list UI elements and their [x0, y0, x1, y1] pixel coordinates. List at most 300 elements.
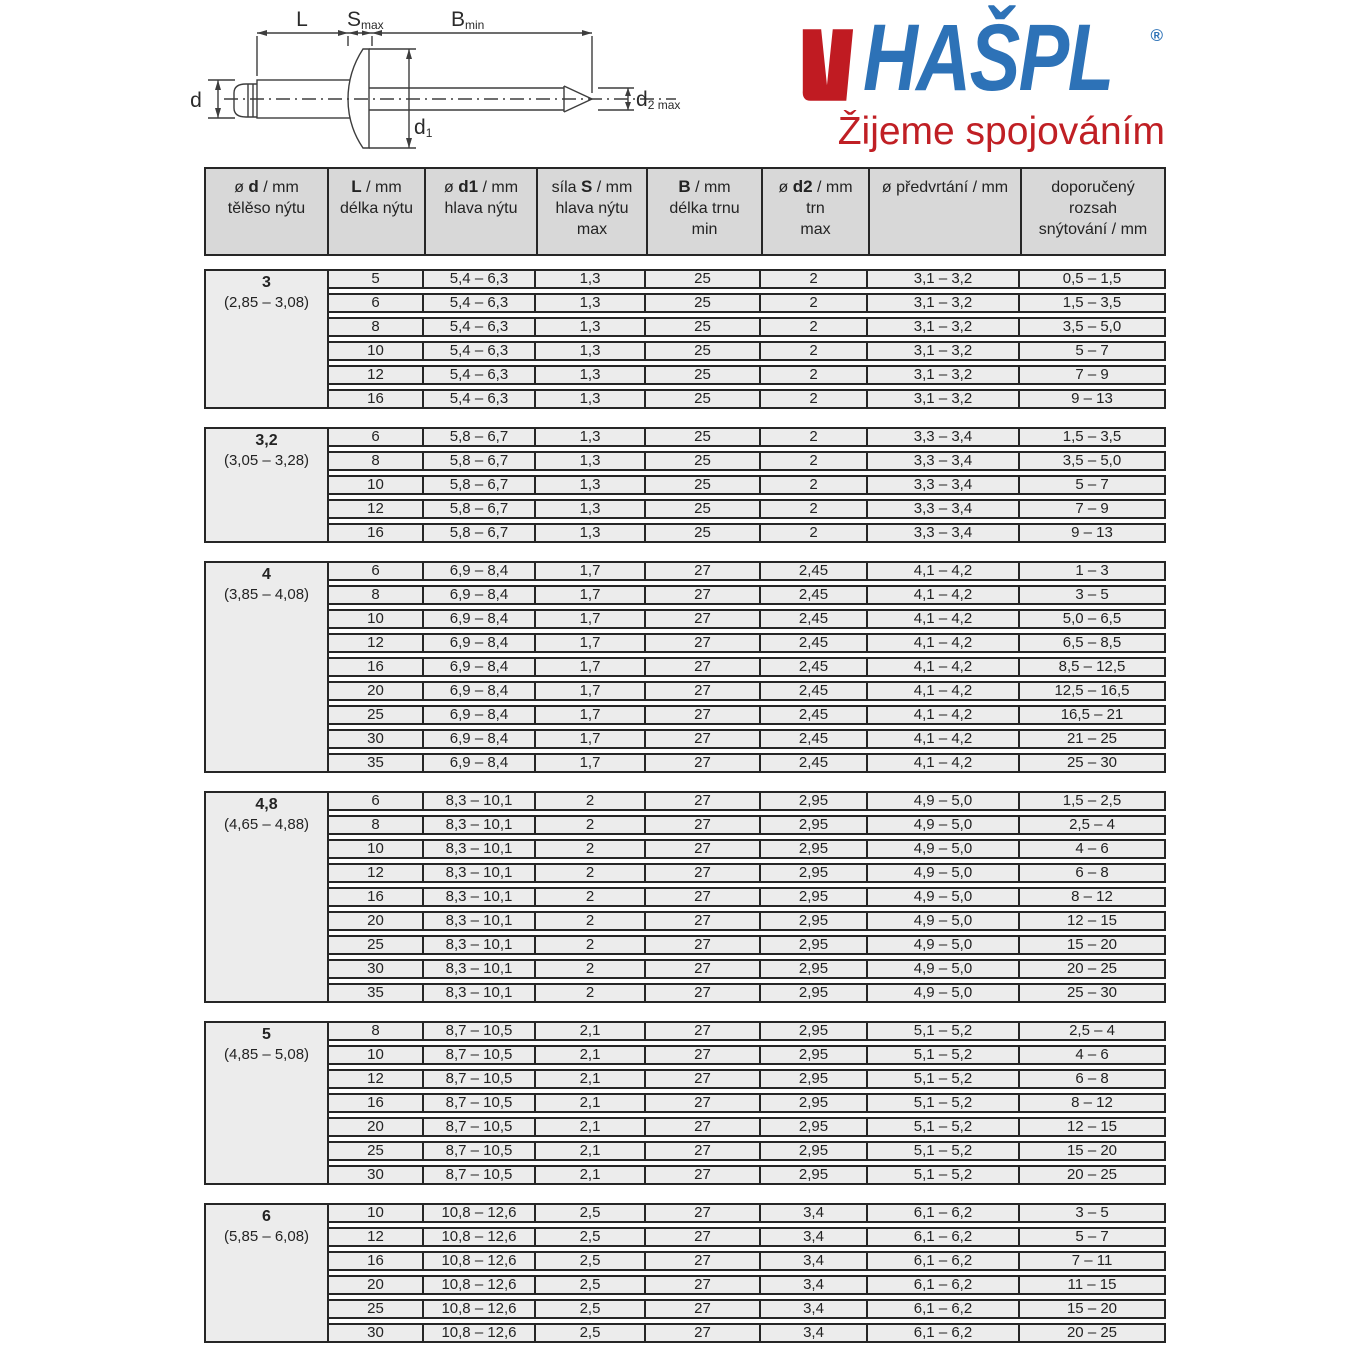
table-cell: 2,95	[761, 1167, 868, 1183]
table-cell: 16	[329, 1253, 424, 1269]
table-cell: 30	[329, 1325, 424, 1341]
table-row	[327, 1299, 1166, 1319]
table-cell: 12	[329, 1071, 424, 1087]
table-row	[327, 911, 1166, 931]
table-cell: 5,4 – 6,3	[424, 391, 536, 407]
table-cell: 16	[329, 525, 424, 541]
table-cell: 2	[761, 453, 868, 469]
table-cell: 20	[329, 1277, 424, 1293]
table-cell: 3,1 – 3,2	[868, 271, 1020, 287]
table-cell: 2,95	[761, 841, 868, 857]
size-group-label	[204, 1203, 329, 1343]
table-cell: 6	[329, 429, 424, 445]
size-group-rows	[327, 791, 1166, 1003]
table-cell: 27	[646, 1143, 761, 1159]
dim-label-d: d	[190, 89, 202, 112]
table-cell: 8,7 – 10,5	[424, 1095, 536, 1111]
table-cell: 8 – 12	[1071, 888, 1113, 905]
table-cell: 10,8 – 12,6	[424, 1277, 536, 1293]
table-header-row	[204, 167, 1166, 256]
rivet-mandrel	[369, 86, 592, 112]
table-cell: 3,4	[761, 1325, 868, 1341]
table-cell: 16,5 – 21	[1060, 706, 1124, 723]
table-cell: 27	[646, 1325, 761, 1341]
table-cell: 3 – 5	[1075, 1204, 1109, 1221]
table-cell: 27	[646, 587, 761, 603]
table-cell: 16	[329, 1095, 424, 1111]
table-cell: 8 – 12	[1071, 1094, 1113, 1111]
table-cell: 8,3 – 10,1	[424, 985, 536, 1001]
haspl-logo-mark-icon	[797, 26, 855, 104]
table-cell: 6,9 – 8,4	[424, 587, 536, 603]
table-cell: 2,45	[761, 731, 868, 747]
table-cell: 3,3 – 3,4	[868, 525, 1020, 541]
table-cell: 2,1	[536, 1023, 646, 1039]
table-cell: 2	[761, 343, 868, 359]
table-cell: 4,9 – 5,0	[868, 961, 1020, 977]
table-cell: 2,5	[536, 1253, 646, 1269]
table-cell: 30	[329, 961, 424, 977]
table-cell: 8,3 – 10,1	[424, 913, 536, 929]
table-row	[327, 1251, 1166, 1271]
table-cell: 6	[329, 295, 424, 311]
table-cell: 27	[646, 611, 761, 627]
dim-label-d1: d1	[414, 116, 433, 140]
table-cell: 10	[329, 477, 424, 493]
table-cell: 2,1	[536, 1071, 646, 1087]
col-header-mandrel-length: B / mm délka trnu min	[648, 169, 763, 254]
table-cell: 1,3	[536, 525, 646, 541]
table-cell: 25	[646, 525, 761, 541]
table-cell: 4,1 – 4,2	[868, 611, 1020, 627]
table-cell: 8	[329, 319, 424, 335]
col-header-head-diameter: ø d1 / mm hlava nýtu	[426, 169, 538, 254]
table-cell: 2,45	[761, 755, 868, 771]
table-row	[327, 705, 1166, 725]
table-cell: 5,4 – 6,3	[424, 295, 536, 311]
table-cell: 2,95	[761, 985, 868, 1001]
table-cell: 27	[646, 985, 761, 1001]
table-cell: 5,1 – 5,2	[868, 1143, 1020, 1159]
table-row	[327, 1227, 1166, 1247]
col-header-head-thickness: síla S / mm hlava nýtu max	[538, 169, 648, 254]
table-row	[327, 1275, 1166, 1295]
table-cell: 2,45	[761, 587, 868, 603]
size-tolerance: (4,65 – 4,88)	[223, 816, 310, 833]
table-cell: 3,5 – 5,0	[1062, 452, 1122, 469]
table-cell: 6,1 – 6,2	[868, 1301, 1020, 1317]
size-group-label	[204, 269, 329, 409]
size-tolerance: (2,85 – 3,08)	[223, 294, 310, 311]
table-cell: 27	[646, 707, 761, 723]
table-row	[327, 1021, 1166, 1041]
table-cell: 5,4 – 6,3	[424, 367, 536, 383]
table-cell: 12	[329, 635, 424, 651]
table-cell: 1,7	[536, 611, 646, 627]
table-row	[327, 341, 1166, 361]
table-cell: 4,9 – 5,0	[868, 985, 1020, 1001]
table-cell: 6,9 – 8,4	[424, 635, 536, 651]
table-row	[327, 451, 1166, 471]
table-cell: 1,5 – 2,5	[1062, 792, 1122, 809]
size-group-rows	[327, 269, 1166, 409]
table-row	[327, 681, 1166, 701]
table-cell: 2,5	[536, 1277, 646, 1293]
table-cell: 1,7	[536, 707, 646, 723]
table-row	[327, 935, 1166, 955]
table-cell: 1 – 3	[1075, 562, 1109, 579]
table-cell: 27	[646, 731, 761, 747]
haspl-logo	[797, 5, 1169, 154]
table-row	[327, 293, 1166, 313]
table-cell: 30	[329, 731, 424, 747]
table-cell: 10,8 – 12,6	[424, 1325, 536, 1341]
table-cell: 1,3	[536, 295, 646, 311]
table-cell: 2,95	[761, 1119, 868, 1135]
table-cell: 2	[536, 817, 646, 833]
table-cell: 5,0 – 6,5	[1062, 610, 1122, 627]
table-cell: 16	[329, 391, 424, 407]
table-cell: 1,3	[536, 367, 646, 383]
table-cell: 8,5 – 12,5	[1058, 658, 1126, 675]
table-row	[327, 1203, 1166, 1223]
table-cell: 20	[329, 683, 424, 699]
rivet-spec-table	[204, 167, 1166, 1361]
table-cell: 4,9 – 5,0	[868, 913, 1020, 929]
table-row	[327, 1165, 1166, 1185]
table-cell: 25	[646, 295, 761, 311]
size-value: 5	[262, 1026, 271, 1043]
table-cell: 4,9 – 5,0	[868, 841, 1020, 857]
dim-label-B-min: Bmin	[451, 8, 485, 32]
col-header-body-diameter: ø d / mm tělěso nýtu	[206, 169, 329, 254]
table-cell: 2,5 – 4	[1069, 816, 1115, 833]
dim-label-L: L	[296, 8, 308, 31]
table-cell: 12	[329, 501, 424, 517]
size-group-rows	[327, 1021, 1166, 1185]
table-cell: 2,95	[761, 937, 868, 953]
table-cell: 16	[329, 659, 424, 675]
table-cell: 25 – 30	[1066, 754, 1118, 771]
table-cell: 1,3	[536, 429, 646, 445]
table-cell: 7 – 11	[1071, 1252, 1113, 1269]
size-group	[204, 561, 1166, 773]
table-cell: 27	[646, 1119, 761, 1135]
table-cell: 2,95	[761, 793, 868, 809]
table-cell: 2	[761, 367, 868, 383]
size-group-label	[204, 427, 329, 543]
table-cell: 25	[329, 707, 424, 723]
table-cell: 8,7 – 10,5	[424, 1143, 536, 1159]
table-cell: 25	[329, 937, 424, 953]
table-cell: 12 – 15	[1066, 1118, 1118, 1135]
table-cell: 6,1 – 6,2	[868, 1325, 1020, 1341]
table-row	[327, 317, 1166, 337]
table-cell: 4,1 – 4,2	[868, 683, 1020, 699]
brand-tagline: Žijeme spojováním	[837, 110, 1165, 153]
table-cell: 4,1 – 4,2	[868, 563, 1020, 579]
table-row	[327, 609, 1166, 629]
table-cell: 8,7 – 10,5	[424, 1023, 536, 1039]
size-group-rows	[327, 427, 1166, 543]
table-cell: 4,1 – 4,2	[868, 635, 1020, 651]
table-cell: 25	[646, 271, 761, 287]
table-cell: 5,1 – 5,2	[868, 1119, 1020, 1135]
table-cell: 27	[646, 563, 761, 579]
table-cell: 8	[329, 453, 424, 469]
table-row	[327, 1323, 1166, 1343]
table-cell: 8,7 – 10,5	[424, 1047, 536, 1063]
table-cell: 2,95	[761, 889, 868, 905]
table-cell: 12 – 15	[1066, 912, 1118, 929]
table-cell: 1,7	[536, 635, 646, 651]
table-cell: 4,9 – 5,0	[868, 889, 1020, 905]
table-cell: 2,1	[536, 1143, 646, 1159]
size-group-rows	[327, 561, 1166, 773]
table-cell: 6,9 – 8,4	[424, 563, 536, 579]
table-cell: 5 – 7	[1075, 342, 1109, 359]
table-cell: 6,5 – 8,5	[1062, 634, 1122, 651]
rivet-end-knob	[234, 84, 258, 117]
table-cell: 2	[761, 319, 868, 335]
size-tolerance: (3,05 – 3,28)	[223, 452, 310, 469]
table-cell: 1,5 – 3,5	[1062, 428, 1122, 445]
table-cell: 20 – 25	[1066, 1324, 1118, 1341]
table-cell: 8,3 – 10,1	[424, 937, 536, 953]
dim-label-S-max: Smax	[347, 8, 384, 32]
table-row	[327, 389, 1166, 409]
table-row	[327, 839, 1166, 859]
col-header-length: L / mm délka nýtu	[329, 169, 426, 254]
table-cell: 2,45	[761, 683, 868, 699]
table-cell: 4,1 – 4,2	[868, 731, 1020, 747]
table-cell: 27	[646, 793, 761, 809]
table-cell: 6,9 – 8,4	[424, 683, 536, 699]
table-cell: 5,1 – 5,2	[868, 1023, 1020, 1039]
table-cell: 6,1 – 6,2	[868, 1277, 1020, 1293]
table-cell: 3,1 – 3,2	[868, 343, 1020, 359]
registered-mark: ®	[1150, 26, 1163, 45]
table-cell: 3,3 – 3,4	[868, 429, 1020, 445]
table-cell: 8,3 – 10,1	[424, 793, 536, 809]
table-cell: 8,3 – 10,1	[424, 841, 536, 857]
table-cell: 2	[761, 477, 868, 493]
table-cell: 10,8 – 12,6	[424, 1253, 536, 1269]
table-cell: 1,3	[536, 453, 646, 469]
table-cell: 12	[329, 1229, 424, 1245]
table-cell: 2	[536, 841, 646, 857]
table-cell: 1,3	[536, 343, 646, 359]
table-cell: 27	[646, 865, 761, 881]
size-group	[204, 791, 1166, 1003]
table-cell: 2,5	[536, 1325, 646, 1341]
table-row	[327, 657, 1166, 677]
table-cell: 2,95	[761, 1047, 868, 1063]
table-cell: 1,3	[536, 391, 646, 407]
size-tolerance: (3,85 – 4,08)	[223, 586, 310, 603]
table-cell: 2,5 – 4	[1069, 1022, 1115, 1039]
table-cell: 27	[646, 1167, 761, 1183]
table-cell: 27	[646, 659, 761, 675]
table-row	[327, 1069, 1166, 1089]
table-cell: 3 – 5	[1075, 586, 1109, 603]
table-row	[327, 815, 1166, 835]
size-group	[204, 1203, 1166, 1343]
table-cell: 2	[536, 961, 646, 977]
table-cell: 3,4	[761, 1229, 868, 1245]
table-cell: 35	[329, 985, 424, 1001]
table-cell: 4,1 – 4,2	[868, 659, 1020, 675]
table-cell: 6 – 8	[1075, 864, 1109, 881]
table-cell: 3,1 – 3,2	[868, 391, 1020, 407]
size-group	[204, 269, 1166, 409]
table-cell: 7 – 9	[1075, 500, 1109, 517]
table-cell: 2,1	[536, 1167, 646, 1183]
table-cell: 4 – 6	[1075, 840, 1109, 857]
table-cell: 25	[646, 391, 761, 407]
table-cell: 12,5 – 16,5	[1054, 682, 1130, 699]
table-cell: 7 – 9	[1075, 366, 1109, 383]
table-cell: 6,9 – 8,4	[424, 659, 536, 675]
table-cell: 3,3 – 3,4	[868, 501, 1020, 517]
table-cell: 9 – 13	[1071, 390, 1113, 407]
table-cell: 2,5	[536, 1301, 646, 1317]
table-cell: 1,3	[536, 271, 646, 287]
table-cell: 20 – 25	[1066, 960, 1118, 977]
table-cell: 2,5	[536, 1229, 646, 1245]
size-value: 4	[262, 566, 271, 583]
table-cell: 12	[329, 865, 424, 881]
table-cell: 3,4	[761, 1277, 868, 1293]
table-cell: 1,7	[536, 683, 646, 699]
table-cell: 6,1 – 6,2	[868, 1253, 1020, 1269]
table-cell: 12	[329, 367, 424, 383]
table-cell: 5,1 – 5,2	[868, 1095, 1020, 1111]
table-cell: 20	[329, 1119, 424, 1135]
table-cell: 4,9 – 5,0	[868, 793, 1020, 809]
size-value: 3	[262, 274, 271, 291]
size-group-label	[204, 1021, 329, 1185]
table-cell: 4,9 – 5,0	[868, 865, 1020, 881]
table-cell: 2	[761, 525, 868, 541]
table-cell: 27	[646, 1095, 761, 1111]
table-cell: 11 – 15	[1067, 1276, 1117, 1293]
table-cell: 5,8 – 6,7	[424, 453, 536, 469]
table-row	[327, 561, 1166, 581]
table-cell: 10,8 – 12,6	[424, 1229, 536, 1245]
table-cell: 15 – 20	[1066, 936, 1118, 953]
table-cell: 25	[646, 367, 761, 383]
table-cell: 27	[646, 817, 761, 833]
table-cell: 30	[329, 1167, 424, 1183]
table-cell: 8,7 – 10,5	[424, 1071, 536, 1087]
table-cell: 3,4	[761, 1205, 868, 1221]
table-cell: 15 – 20	[1066, 1142, 1118, 1159]
table-cell: 2	[536, 913, 646, 929]
size-group-label	[204, 561, 329, 773]
table-row	[327, 863, 1166, 883]
table-cell: 27	[646, 683, 761, 699]
table-cell: 2	[761, 429, 868, 445]
table-cell: 1,7	[536, 755, 646, 771]
table-row	[327, 633, 1166, 653]
table-cell: 20	[329, 913, 424, 929]
table-cell: 1,7	[536, 731, 646, 747]
size-group	[204, 1021, 1166, 1185]
table-row	[327, 585, 1166, 605]
col-header-grip-range: doporučený rozsah snýtování / mm	[1038, 179, 1148, 238]
table-cell: 1,5 – 3,5	[1062, 294, 1122, 311]
table-cell: 6,1 – 6,2	[868, 1229, 1020, 1245]
table-row	[327, 887, 1166, 907]
table-cell: 5,4 – 6,3	[424, 319, 536, 335]
table-cell: 4,9 – 5,0	[868, 817, 1020, 833]
table-cell: 1,7	[536, 659, 646, 675]
table-cell: 5,4 – 6,3	[424, 343, 536, 359]
table-cell: 2	[536, 793, 646, 809]
table-row	[327, 523, 1166, 543]
table-cell: 27	[646, 1205, 761, 1221]
table-cell: 27	[646, 1047, 761, 1063]
table-cell: 2,5	[536, 1205, 646, 1221]
table-cell: 27	[646, 1023, 761, 1039]
table-cell: 6,9 – 8,4	[424, 611, 536, 627]
table-cell: 6,9 – 8,4	[424, 731, 536, 747]
table-row	[327, 729, 1166, 749]
table-cell: 8,7 – 10,5	[424, 1167, 536, 1183]
table-cell: 3,3 – 3,4	[868, 477, 1020, 493]
table-cell: 27	[646, 937, 761, 953]
table-cell: 5,8 – 6,7	[424, 477, 536, 493]
table-cell: 2	[761, 271, 868, 287]
table-cell: 4,1 – 4,2	[868, 755, 1020, 771]
size-value: 4,8	[255, 796, 278, 813]
table-cell: 1,7	[536, 587, 646, 603]
table-cell: 0,5 – 1,5	[1062, 270, 1122, 287]
table-cell: 2,45	[761, 659, 868, 675]
table-cell: 2,45	[761, 611, 868, 627]
table-row	[327, 365, 1166, 385]
table-row	[327, 983, 1166, 1003]
table-cell: 10	[329, 611, 424, 627]
table-cell: 2,1	[536, 1095, 646, 1111]
table-cell: 3,1 – 3,2	[868, 295, 1020, 311]
table-cell: 2,1	[536, 1119, 646, 1135]
table-cell: 9 – 13	[1071, 524, 1113, 541]
table-cell: 2,1	[536, 1047, 646, 1063]
table-cell: 5,8 – 6,7	[424, 429, 536, 445]
size-group-label	[204, 791, 329, 1003]
table-cell: 4,1 – 4,2	[868, 707, 1020, 723]
table-cell: 1,3	[536, 319, 646, 335]
table-cell: 15 – 20	[1066, 1300, 1118, 1317]
table-cell: 25	[646, 477, 761, 493]
table-cell: 27	[646, 1071, 761, 1087]
table-cell: 2,95	[761, 1095, 868, 1111]
table-cell: 4,1 – 4,2	[868, 587, 1020, 603]
size-group-rows	[327, 1203, 1166, 1343]
table-cell: 10	[329, 841, 424, 857]
col-header-mandrel-diameter: ø d2 / mm trn max	[763, 169, 870, 254]
table-cell: 3,1 – 3,2	[868, 367, 1020, 383]
table-cell: 6,9 – 8,4	[424, 755, 536, 771]
table-row	[327, 959, 1166, 979]
table-cell: 5,1 – 5,2	[868, 1047, 1020, 1063]
table-cell: 2	[536, 937, 646, 953]
table-cell: 6	[329, 793, 424, 809]
table-cell: 8,3 – 10,1	[424, 961, 536, 977]
table-cell: 6,1 – 6,2	[868, 1205, 1020, 1221]
